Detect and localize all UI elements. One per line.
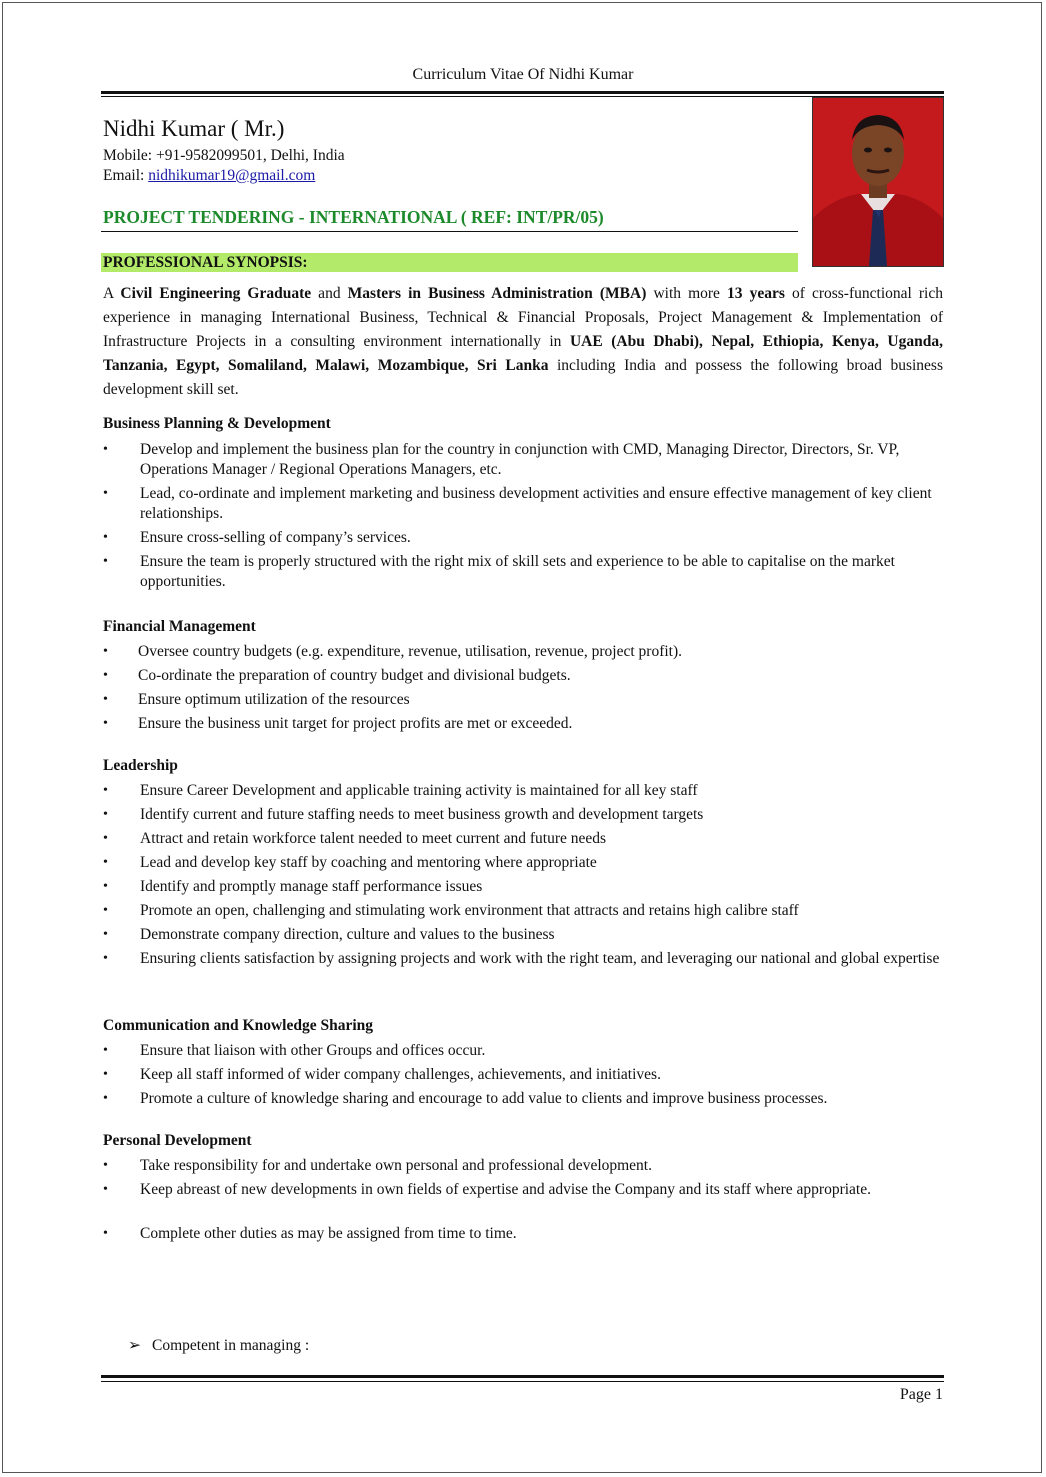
bullet-icon: •: [103, 668, 108, 683]
list-item-text: Ensure Career Development and applicable training activity is maintained for all key staff: [140, 782, 698, 799]
bullet-icon: •: [103, 644, 108, 659]
email-line: [103, 167, 315, 185]
section-heading-communication: Communication and Knowledge Sharing: [103, 1017, 374, 1034]
bullet-icon: •: [103, 1043, 108, 1058]
list-item-text: Ensure that liaison with other Groups and offices occur.: [140, 1042, 486, 1059]
bullet-icon: •: [103, 807, 108, 822]
bullet-icon: •: [103, 1158, 108, 1173]
synopsis-text: with more: [646, 285, 728, 302]
synopsis-bold: UAE (Abu Dhabi), Nepal, Ethiopia, Kenya, Uganda, Tanzania, Egypt, Somaliland, Malawi, Mozambique, Sri Lanka: [103, 333, 943, 374]
bullet-icon: •: [103, 1067, 108, 1082]
section-heading-financial-management: Financial Management: [103, 618, 256, 635]
footer-rule: [101, 1375, 944, 1378]
bullet-icon: •: [103, 879, 108, 894]
bullet-icon: •: [103, 716, 108, 731]
bullet-icon: •: [103, 1091, 108, 1106]
email-label: Email:: [103, 167, 149, 184]
section-heading-leadership: Leadership: [103, 757, 178, 774]
synopsis-heading: PROFESSIONAL SYNOPSIS:: [101, 253, 798, 272]
bullet-icon: •: [103, 692, 108, 707]
bullet-icon: •: [103, 554, 108, 569]
candidate-name: Nidhi Kumar ( Mr.): [103, 116, 285, 141]
arrow-bullet-icon: ➢: [128, 1337, 141, 1354]
list-item-text: Oversee country budgets (e.g. expenditure, revenue, utilisation, revenue, project profit).: [138, 643, 683, 660]
synopsis-text: including India and possess the following broad business development skill set.: [103, 357, 943, 398]
title-underline: [101, 231, 798, 232]
section-heading-personal-development: Personal Development: [103, 1132, 252, 1149]
synopsis-bold: 13 years: [727, 285, 785, 302]
list-item-text: Ensure the team is properly structured with the right mix of skill sets and experience to be able to capitalise on the market opportunities.: [140, 553, 895, 590]
bullet-icon: •: [103, 855, 108, 870]
list-item-text: Promote a culture of knowledge sharing and encourage to add value to clients and improve business processes.: [140, 1090, 828, 1107]
bullet-icon: •: [103, 831, 108, 846]
synopsis-text: and: [311, 285, 348, 302]
list-item-text: Identify and promptly manage staff performance issues: [140, 878, 483, 895]
list-item-text: Promote an open, challenging and stimulating work environment that attracts and retains high calibre staff: [140, 902, 799, 919]
bullet-icon: •: [103, 927, 108, 942]
list-item-text: Co-ordinate the preparation of country budget and divisional budgets.: [138, 667, 571, 684]
list-item-text: Attract and retain workforce talent needed to meet current and future needs: [140, 830, 607, 847]
footer-rule-thin: [101, 1381, 944, 1382]
bullet-icon: •: [103, 1182, 108, 1197]
bullet-icon: •: [103, 903, 108, 918]
portrait-image: [813, 98, 943, 266]
synopsis-text: A: [103, 285, 121, 302]
competent-text: Competent in managing :: [152, 1337, 310, 1354]
bullet-icon: •: [103, 951, 108, 966]
header-rule: [101, 91, 944, 94]
email-link[interactable]: nidhikumar19@gmail.com: [148, 167, 316, 184]
list-item-text: Keep abreast of new developments in own fields of expertise and advise the Company and its staff where appropriate.: [140, 1181, 871, 1198]
list-item-text: Demonstrate company direction, culture and values to the business: [140, 926, 555, 943]
list-item-text: Take responsibility for and undertake own personal and professional development.: [140, 1157, 652, 1174]
list-item-text: Develop and implement the business plan for the country in conjunction with CMD, Managing Director, Directors, Sr. VP, Operations Manager / Regional Operations Managers, etc.: [140, 441, 900, 478]
list-item-text: Lead, co-ordinate and implement marketing and business development activities and ensure effective management of key client relationships.: [140, 485, 932, 522]
synopsis-paragraph: [103, 282, 943, 402]
candidate-photo: [812, 97, 944, 267]
mobile-line: Mobile: +91-9582099501, Delhi, India: [103, 147, 345, 164]
bullet-icon: •: [103, 486, 108, 501]
list-item-text: Keep all staff informed of wider company challenges, achievements, and initiatives.: [140, 1066, 661, 1083]
list-item-text: Identify current and future staffing needs to meet business growth and development targets: [140, 806, 704, 823]
bullet-icon: •: [103, 530, 108, 545]
bullet-icon: •: [103, 1226, 108, 1241]
synopsis-bold: Masters in Business Administration (MBA): [347, 285, 647, 302]
synopsis-text: of cross-functional rich experience in managing International Business, Technical & Financial Proposals, Project Management & Implementation of Infrastructure Projects in a consulting environment internationally in: [103, 285, 943, 350]
bullet-icon: •: [103, 442, 108, 457]
running-header: Curriculum Vitae Of Nidhi Kumar: [412, 66, 634, 83]
bullet-icon: •: [103, 783, 108, 798]
section-heading-business-planning: Business Planning & Development: [103, 415, 331, 432]
synopsis-bold: Civil Engineering Graduate: [120, 285, 312, 302]
list-item-text: Ensure cross-selling of company’s services.: [140, 529, 411, 546]
list-item-text: Ensuring clients satisfaction by assigning projects and work with the right team, and leveraging our national and global expertise: [140, 950, 940, 967]
list-item-text: Ensure optimum utilization of the resources: [138, 691, 410, 708]
list-item-text: Lead and develop key staff by coaching and mentoring where appropriate: [140, 854, 597, 871]
list-item-text: Ensure the business unit target for project profits are met or exceeded.: [138, 715, 573, 732]
job-title: PROJECT TENDERING - INTERNATIONAL ( REF: INT/PR/05): [103, 207, 604, 227]
page-number: Page 1: [899, 1386, 943, 1403]
competent-item: [128, 1336, 309, 1355]
list-item-text: Complete other duties as may be assigned from time to time.: [140, 1225, 517, 1242]
